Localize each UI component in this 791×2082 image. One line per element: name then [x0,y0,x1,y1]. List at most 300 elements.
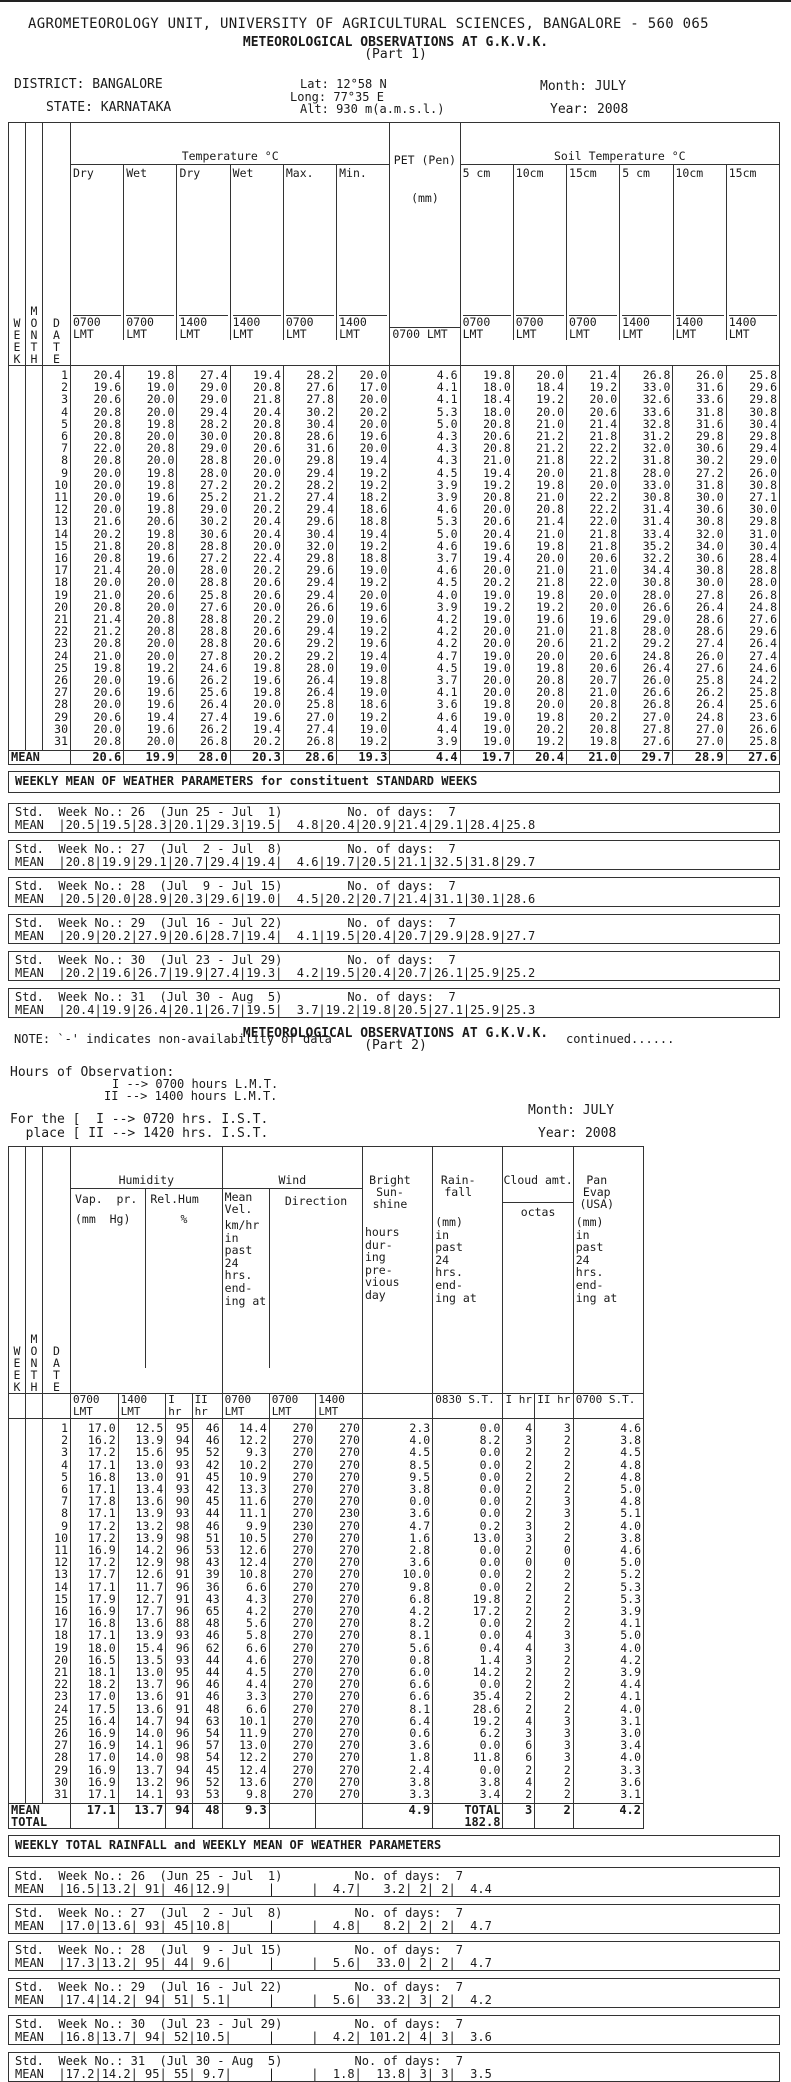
value-cell: 270 [339,1591,360,1606]
value-cell: 28.2 [306,477,335,492]
date-cell: 28 [54,1750,68,1765]
time-cell: II hr [192,1394,222,1419]
value-cell: 3 [525,1518,533,1533]
value-cell: 18.8 [359,551,388,566]
value-cell: 2 [563,1787,571,1802]
value-cell: 19.0 [483,587,511,602]
date-cell: 20 [54,599,68,614]
value-cell: 270 [339,1628,360,1643]
value-cell: 270 [292,1457,314,1472]
value-cell: 2 [525,1701,533,1716]
mean-cell [269,1804,316,1829]
value-cell: 18.4 [483,392,511,407]
value-cell: 5.3 [436,404,458,419]
latitude: Lat: 12°58 N [300,77,387,91]
value-cell: 54 [205,1750,220,1765]
value-cell: 28.2 [306,368,335,382]
value-cell: 21.0 [536,490,564,505]
temperature-subcolumn-label: Wet [126,166,147,180]
value-cell: 20.0 [146,734,175,749]
value-cell: 28.8 [199,612,228,627]
value-cell: 20.8 [146,538,175,553]
week-mean-values: MEAN |20.5|20.0|28.9|20.3|29.6|19.0| 4.5|20.2|20.7|21.4|31.1|30.1|28.6 [15,892,536,906]
date-cell: 2 [61,1433,68,1448]
value-cell: 30.8 [695,514,724,529]
value-cell: 19.0 [483,660,511,675]
value-column [433,1419,503,1804]
value-cell: 10.5 [239,1530,267,1545]
value-cell: 20.0 [589,392,618,407]
value-cell: 270 [292,1567,314,1582]
value-cell: 20.0 [483,563,511,578]
value-cell: 20.6 [253,624,281,639]
value-cell: 2.3 [409,1421,431,1435]
date-cell: 24 [54,648,68,663]
mean-cell [535,1804,574,1829]
value-cell: 30.0 [695,575,724,590]
value-cell: 8.2 [479,1433,501,1448]
value-cell: 0.8 [409,1652,431,1667]
value-cell: 20.6 [93,685,122,700]
week-mean-values: MEAN |20.9|20.2|27.9|20.6|28.7|19.4| 4.1|19.5|20.4|20.7|29.9|28.9|27.7 [15,929,536,943]
value-cell: 26.8 [642,368,671,382]
value-cell: 31.0 [749,526,777,541]
value-cell: 5.0 [620,1555,641,1570]
value-cell: 19.2 [536,599,564,614]
value-cell: 16.2 [87,1433,116,1448]
week-mean-values: MEAN |20.2|19.6|26.7|19.9|27.4|19.3| 4.2|19.5|20.4|20.7|26.1|25.9|25.2 [15,966,536,980]
value-cell: 230 [339,1506,360,1521]
value-cell: 33.0 [642,380,671,395]
value-cell: 20.6 [483,514,511,529]
value-cell: 17.2 [87,1518,116,1533]
value-cell: 0.0 [479,1506,501,1521]
value-column [337,366,390,751]
value-cell: 11.1 [239,1506,267,1521]
value-cell: 19.0 [359,660,388,675]
week-heading: Std. Week No.: 31 (Jul 30 - Aug 5) No. of days: 7 [15,990,456,1004]
value-cell: 3 [525,1726,533,1741]
value-cell: 8.1 [409,1628,431,1643]
value-cell: 2 [525,1457,533,1472]
value-cell: 3 [525,1652,533,1667]
value-cell: 96 [175,1726,190,1741]
value-cell: 19.8 [253,685,281,700]
mean-cell [118,1804,166,1829]
week-mean-values: MEAN |20.8|19.9|29.1|20.7|29.4|19.4| 4.6|19.7|20.5|21.1|32.5|31.8|29.7 [15,855,536,869]
value-cell: 8.1 [409,1701,431,1716]
mean-total-label [9,1804,71,1829]
value-cell: 21.8 [253,392,281,407]
part2-header-row [9,1147,644,1394]
value-cell: 19.0 [359,563,388,578]
value-cell: 28.0 [199,465,228,480]
value-cell: 14.1 [135,1738,164,1753]
value-cell: 3.9 [620,1604,641,1619]
value-cell: 94 [175,1713,190,1728]
value-cell: 270 [339,1445,360,1460]
value-cell: 20.2 [253,502,281,517]
value-cell: 30.6 [695,551,724,566]
value-cell: 29.8 [695,429,724,444]
week-heading: Std. Week No.: 29 (Jul 16 - Jul 22) No. of days: 7 [15,916,456,930]
value-cell: 31.6 [695,380,724,395]
soil-subcolumn-time: 1400 LMT [729,315,777,340]
date-cell: 12 [54,1555,68,1570]
mean-cell [503,1804,535,1829]
value-cell: 19.0 [146,380,175,395]
value-cell: 270 [339,1567,360,1582]
value-cell: 29.6 [306,514,335,529]
temperature-subcolumn-time: 0700 LMT [286,315,334,340]
value-cell: 19.6 [146,697,175,712]
value-cell: 20.6 [146,514,175,529]
date-cell: 6 [61,429,68,444]
value-cell: 6 [525,1750,533,1765]
value-cell: 20.8 [93,453,122,468]
value-cell: 20.8 [93,551,122,566]
value-cell: 0.0 [479,1677,501,1692]
value-cell: 5.3 [620,1579,641,1594]
value-cell: 27.4 [199,709,228,724]
value-cell: 270 [292,1787,314,1802]
value-cell: 14.1 [135,1787,164,1802]
value-cell: 3 [525,1433,533,1448]
value-cell: 4.6 [620,1543,641,1558]
value-cell: 4.5 [409,1445,431,1460]
value-cell: 270 [292,1506,314,1521]
value-cell: 0.0 [409,1494,431,1509]
value-cell: 30.0 [749,502,777,517]
date-cell: 29 [54,709,68,724]
value-cell: 0 [563,1543,571,1558]
place-hours-one: For the [ I --> 0720 hrs. I.S.T. [10,1112,269,1127]
value-cell: 19.2 [359,734,388,749]
value-cell: 270 [339,1750,360,1765]
value-cell: 21.0 [483,453,511,468]
value-cell: 43 [205,1591,220,1606]
value-cell: 29.2 [642,636,671,651]
value-cell: 27.4 [306,490,335,505]
value-cell: 29.4 [306,587,335,602]
week-heading: Std. Week No.: 31 (Jul 30 - Aug 5) No. of days: 7 [15,2054,463,2068]
value-cell: 19.2 [359,575,388,590]
time-cell: 0830 S.T. [433,1394,503,1419]
value-cell: 21.8 [589,538,618,553]
value-cell: 20.0 [483,636,511,651]
week-mean-values: MEAN |17.0|13.6| 93| 45|10.8| | | 4.8| 8.2| 2| 2| 4.7 [15,1919,492,1933]
value-cell: 0.0 [479,1469,501,1484]
value-cell: 25.8 [306,697,335,712]
value-cell: 46 [205,1689,220,1704]
time-cell: 0700 LMT [71,1394,119,1419]
mean-value: 4.9 [408,1803,431,1818]
value-cell: 270 [292,1433,314,1448]
value-cell: 17.5 [87,1701,116,1716]
value-cell: 0.0 [479,1616,501,1631]
value-cell: 3 [563,1421,571,1435]
value-cell: 20.8 [93,734,122,749]
value-cell: 4.2 [620,1652,641,1667]
week-heading: Std. Week No.: 26 (Jun 25 - Jul 1) No. of days: 7 [15,1869,463,1883]
year-label: Year: 2008 [550,102,629,117]
value-cell: 3.7 [436,551,458,566]
value-cell: 26.0 [695,368,724,382]
value-column [567,366,620,751]
date-cell: 22 [54,1677,68,1692]
value-cell: 20.0 [253,453,281,468]
value-cell: 21.8 [589,526,618,541]
value-cell: 19.0 [483,734,511,749]
value-cell: 4.6 [245,1652,267,1667]
value-cell: 18.6 [359,697,388,712]
value-cell: 27.4 [199,368,228,382]
value-cell: 6 [525,1738,533,1753]
value-column [620,366,673,751]
value-cell: 28.0 [642,465,671,480]
value-cell: 31.8 [695,404,724,419]
value-cell: 28.8 [199,538,228,553]
value-cell: 16.9 [87,1774,116,1789]
value-cell: 13.0 [239,1738,267,1753]
date-cell: 21 [54,612,68,627]
value-cell: 91 [175,1469,190,1484]
date-cell: 5 [61,1469,68,1484]
temperature-subcolumn [124,165,177,340]
value-cell: 4 [525,1774,533,1789]
value-cell: 21.4 [589,368,618,382]
value-cell: 21.4 [93,612,122,627]
hours-of-observation: Hours of Observation: [10,1065,175,1080]
value-cell: 91 [175,1591,190,1606]
value-cell: 19.8 [483,697,511,712]
value-cell: 3 [563,1506,571,1521]
value-cell: 14.2 [472,1665,501,1680]
date-cell: 5 [61,416,68,431]
value-cell: 9.9 [245,1518,267,1533]
weekly-mean-box [8,1867,780,1897]
value-cell: 270 [292,1494,314,1509]
value-cell: 2 [525,1567,533,1582]
value-cell: 2 [525,1787,533,1802]
monthly-mean-row [9,751,780,764]
continued-label: continued...... [566,1032,675,1046]
weekly-mean-box [8,914,780,944]
value-cell: 95 [175,1421,190,1435]
pet-unit: (mm) [411,191,439,205]
value-cell: 20.8 [93,416,122,431]
week-mean-values: MEAN |16.8|13.7| 94| 52|10.5| | | 4.2| 101.2| 4| 3| 3.6 [15,2030,492,2044]
value-cell: 29.6 [749,380,777,395]
part2-subtitle: (Part 2) [364,1038,427,1053]
value-cell: 34.0 [695,538,724,553]
value-cell: 17.0 [87,1750,116,1765]
value-cell: 19.8 [146,368,175,382]
value-cell: 19.2 [359,624,388,639]
value-cell: 29.0 [306,612,335,627]
value-cell: 2 [563,1469,571,1484]
value-cell: 2 [563,1774,571,1789]
value-cell: 29.8 [749,429,777,444]
mean-cell: 20.4 [513,751,566,764]
value-cell: 20.0 [93,575,122,590]
date-col-label-2: DATE [53,1343,60,1394]
value-cell: 33.4 [642,526,671,541]
value-cell: 2 [525,1482,533,1497]
value-cell: 20.0 [536,465,564,480]
value-cell: 21.0 [93,587,122,602]
value-cell: 6.8 [409,1591,431,1606]
value-cell: 31.6 [306,441,335,456]
date-cell: 29 [54,1762,68,1777]
value-cell: 34.4 [642,563,671,578]
value-cell: 27.2 [199,477,228,492]
value-cell: 4.6 [436,368,458,382]
soil-subcolumn-time: 0700 LMT [516,315,564,340]
date-cell: 31 [54,734,68,749]
value-cell: 20.0 [146,648,175,663]
date-cell: 7 [61,1494,68,1509]
value-cell: 19.6 [146,490,175,505]
soil-subcolumn-label: 10cm [515,166,544,180]
date-cell: 25 [54,1713,68,1728]
week-heading: Std. Week No.: 28 (Jul 9 - Jul 15) No. of days: 7 [15,1943,463,1957]
value-cell: 27.6 [199,599,228,614]
value-cell: 12.2 [239,1433,267,1448]
mean-value: 2 [563,1803,571,1818]
value-cell: 29.6 [306,563,335,578]
value-cell: 20.0 [146,404,175,419]
value-cell: 22.4 [253,551,281,566]
value-cell: 44 [205,1506,220,1521]
value-cell: 4.6 [436,502,458,517]
value-cell: 25.6 [199,685,228,700]
value-cell: 13.0 [135,1665,164,1680]
value-column [362,1419,432,1804]
value-cell: 25.8 [749,734,777,749]
value-cell: 19.4 [359,526,388,541]
value-cell: 16.5 [87,1652,116,1667]
value-cell: 33.6 [695,392,724,407]
month-column [26,366,43,751]
value-cell: 26.8 [642,697,671,712]
value-cell: 98 [175,1530,190,1545]
value-column [503,1419,535,1804]
time-cell: I hr [166,1394,192,1419]
temperature-subcolumn-time: 1400 LMT [233,315,281,340]
value-cell: 22.2 [589,441,618,456]
value-cell: 270 [339,1689,360,1704]
value-cell: 28.0 [199,563,228,578]
value-cell: 20.8 [536,685,564,700]
value-cell: 10.2 [239,1457,267,1472]
soil-subcolumn [567,165,620,340]
value-cell: 20.8 [253,429,281,444]
value-cell: 25.6 [749,697,777,712]
soil-subcolumn-label: 15cm [569,166,597,180]
value-cell: 270 [292,1482,314,1497]
value-cell: 17.9 [87,1591,116,1606]
value-cell: 27.0 [695,721,724,736]
date-cell: 30 [54,721,68,736]
value-cell: 26.4 [642,660,671,675]
value-cell: 28.0 [306,660,335,675]
value-cell: 270 [339,1421,360,1435]
value-cell: 28.6 [695,624,724,639]
week-column [9,1419,26,1804]
value-cell: 19.6 [253,709,281,724]
value-column [166,1419,192,1804]
value-cell: 9.8 [409,1579,431,1594]
value-cell: 29.4 [306,502,335,517]
date-cell: 14 [54,1579,68,1594]
mean-cell: 28.9 [673,751,726,764]
value-cell: 24.8 [695,709,724,724]
value-cell: 27.4 [749,648,777,663]
date-cell: 20 [54,1652,68,1667]
value-cell: 2 [525,1445,533,1460]
value-cell: 2 [525,1591,533,1606]
value-cell: 46 [205,1433,220,1448]
time-cell: 1400 LMT [118,1394,166,1419]
value-cell: 2 [563,1652,571,1667]
soil-subcolumn [514,165,567,340]
district-label: DISTRICT: BANGALORE [14,77,163,92]
time-row [9,1394,644,1419]
value-cell: 20.8 [253,380,281,395]
date-cell: 13 [54,514,68,529]
value-cell: 29.0 [199,380,228,395]
mean-value: 94 [175,1803,190,1818]
value-cell: 15.4 [135,1640,164,1655]
mean-cell: 19.9 [124,751,177,764]
value-cell: 19.8 [536,538,564,553]
value-cell: 3 [563,1726,571,1741]
value-cell: 48 [205,1701,220,1716]
value-cell: 2 [563,1762,571,1777]
value-cell: 17.7 [135,1604,164,1619]
value-cell: 28.6 [472,1701,501,1716]
value-cell: 17.0 [359,380,388,395]
value-cell: 2 [563,1567,571,1582]
value-cell: 21.0 [536,563,564,578]
value-cell: 46 [205,1518,220,1533]
value-cell: 270 [292,1713,314,1728]
value-cell: 19.6 [359,612,388,627]
value-cell: 52 [205,1774,220,1789]
value-cell: 20.4 [253,404,281,419]
value-cell: 18.1 [87,1665,116,1680]
value-cell: 4.1 [436,380,458,395]
value-cell: 26.0 [642,673,671,688]
value-cell: 2 [563,1604,571,1619]
week-heading: Std. Week No.: 29 (Jul 16 - Jul 22) No. of days: 7 [15,1980,463,1994]
mean-label: MEAN [11,1803,40,1818]
value-cell: 20.2 [253,734,281,749]
value-cell: 19.8 [146,465,175,480]
date-cell: 23 [54,1689,68,1704]
value-cell: 26.8 [306,734,335,749]
value-cell: 39 [205,1567,220,1582]
value-cell: 57 [205,1738,220,1753]
weekly-mean-box [8,1978,780,2008]
value-cell: 3.6 [436,697,458,712]
date-cell: 13 [54,1567,68,1582]
date-cell: 19 [54,587,68,602]
date-cell: 17 [54,1616,68,1631]
month-column [26,1419,43,1804]
value-cell: 2 [563,1518,571,1533]
